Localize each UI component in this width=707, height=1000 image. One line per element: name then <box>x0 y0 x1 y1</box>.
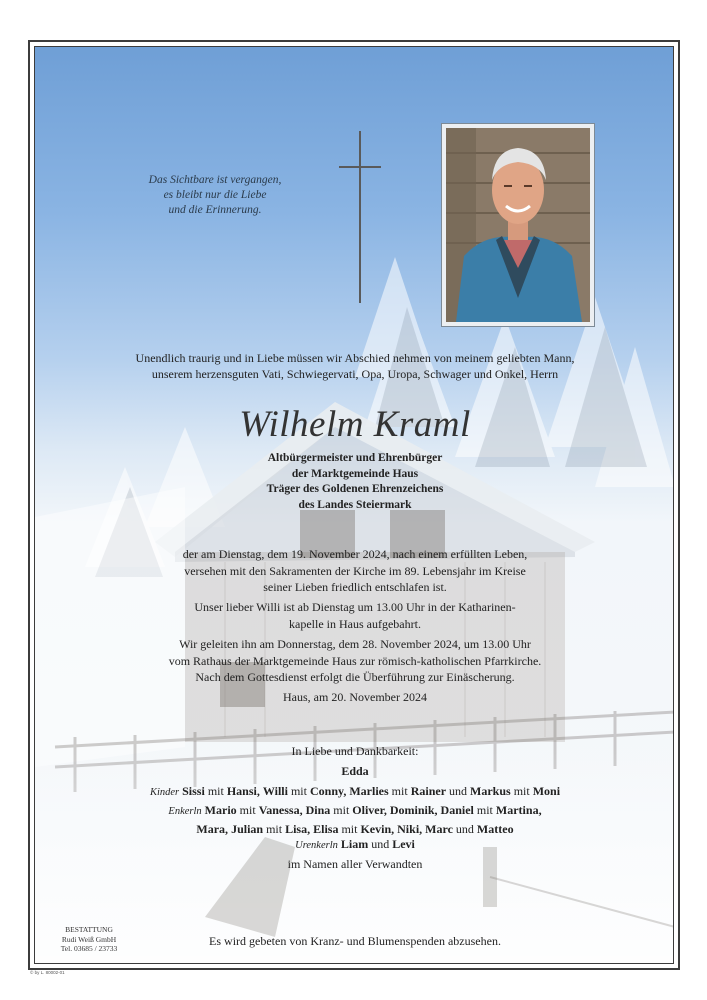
portrait-photo <box>446 128 590 322</box>
family-name: Elisa <box>313 821 339 836</box>
quote-line: und die Erinnerung. <box>168 204 262 216</box>
thanks-line: In Liebe und Dankbarkeit: <box>291 744 419 758</box>
title-line: des Landes Steiermark <box>298 498 412 511</box>
funeral-home-line: BESTATTUNG <box>65 925 113 934</box>
paragraph-line: vom Rathaus der Marktgemeinde Haus zur römisch-katholischen Pfarrkirche. <box>168 653 542 668</box>
quote-line: Das Sichtbare ist vergangen, <box>148 174 282 186</box>
quote-line: es bleibt nur die Liebe <box>163 189 267 201</box>
connector-word: mit <box>239 803 256 817</box>
family-name: Sissi <box>182 784 205 798</box>
deceased-name: Wilhelm Kraml <box>239 404 471 445</box>
paragraph-line: der am Dienstag, dem 19. November 2024, nach einem erfüllten Leben, <box>182 547 528 561</box>
family-name: Conny, <box>309 784 347 798</box>
great-grandchildren-line <box>95 836 615 855</box>
family-name: Marlies <box>349 784 389 798</box>
honorary-titles <box>155 451 555 513</box>
paragraph-line: Unser lieber Willi ist ab Dienstag um 13.00 Uhr in der Katharinen- <box>194 600 516 614</box>
family-name: Dominik, <box>389 803 438 817</box>
family-name: Kevin, <box>360 821 395 836</box>
great-grandchildren-label: Urenkerln <box>295 840 338 851</box>
family-name: Oliver, <box>352 803 387 817</box>
cross-icon-bar <box>339 166 381 168</box>
paragraph-line: versehen mit den Sakramenten der Kirche im 89. Lebensjahr im Kreise <box>184 563 526 578</box>
copyright-note: © by L. 80002-01 <box>30 970 65 975</box>
viewing-paragraph <box>115 599 595 632</box>
parte-frame <box>28 40 680 970</box>
intro-line: unserem herzensguten Vati, Schwiegervati, Opa, Uropa, Schwager und Onkel, Herrn <box>151 367 559 381</box>
family-name: Moni <box>532 784 561 798</box>
funeral-home-line: Rudi Weiß GmbH <box>61 934 117 944</box>
intro-line: Unendlich traurig und in Liebe müssen wir Abschied nehmen von meinem geliebten Mann, <box>135 351 575 365</box>
place-date: Haus, am 20. November 2024 <box>283 690 427 704</box>
title-line: Träger des Goldenen Ehrenzeichens <box>266 483 444 495</box>
intro-text <box>75 350 635 382</box>
spouse-name: Edda <box>341 764 369 778</box>
cross-icon <box>359 131 361 303</box>
family-name: Daniel <box>440 803 474 817</box>
grandchildren-line <box>95 802 615 821</box>
family-name: Niki, <box>397 821 423 836</box>
portrait-photo-frame <box>441 123 595 327</box>
connector-word: mit <box>207 784 224 798</box>
family-name: Mara, <box>196 821 229 836</box>
paragraph-line: Nach dem Gottesdienst erfolgt die Überführung zur Einäscherung. <box>195 670 515 685</box>
flower-note: Es wird gebeten von Kranz- und Blumenspenden abzusehen. <box>209 934 501 948</box>
parte-inner-frame <box>34 46 674 964</box>
family-name: Dina <box>305 803 331 817</box>
paragraph-line: seiner Lieben friedlich entschlafen ist. <box>263 580 447 595</box>
family-name: Matteo <box>476 821 514 836</box>
family-name: Willi <box>262 784 288 798</box>
relatives-closing: im Namen aller Verwandten <box>287 857 423 871</box>
paragraph-line: Wir geleiten ihn am Donnerstag, dem 28. November 2024, um 13.00 Uhr <box>179 637 531 651</box>
family-name: Martina, <box>495 803 542 817</box>
connector-word: und <box>371 837 390 851</box>
funeral-paragraph <box>115 636 595 686</box>
connector-word: mit <box>266 821 283 836</box>
funeral-home-info <box>49 925 129 954</box>
title-line: Altbürgermeister und Ehrenbürger <box>267 452 443 464</box>
connector-word: und <box>455 821 474 836</box>
children-label: Kinder <box>149 787 180 798</box>
family-name: Markus <box>470 784 511 798</box>
title-line: der Marktgemeinde Haus <box>291 467 419 480</box>
family-name: Hansi, <box>226 784 260 798</box>
family-name: Marc <box>425 821 453 836</box>
grandchildren-label: Enkerln <box>168 806 202 817</box>
family-name: Liam <box>340 837 369 851</box>
connector-word: mit <box>333 803 350 817</box>
connector-word: mit <box>513 784 530 798</box>
connector-word: mit <box>391 784 408 798</box>
paragraph-line: kapelle in Haus aufgebahrt. <box>289 616 421 631</box>
memorial-quote <box>130 173 300 218</box>
grandchildren-lines <box>95 802 615 838</box>
family-name: Levi <box>392 837 415 851</box>
death-paragraph <box>115 546 595 596</box>
family-name: Vanessa, <box>258 803 303 817</box>
connector-word: mit <box>290 784 307 798</box>
family-name: Mario <box>204 803 237 817</box>
connector-word: und <box>449 784 468 798</box>
family-name: Rainer <box>410 784 447 798</box>
family-name: Lisa, <box>285 821 311 836</box>
connector-word: mit <box>476 803 493 817</box>
funeral-home-line: Tel. 03685 / 23733 <box>60 944 118 953</box>
connector-word: mit <box>341 821 358 836</box>
family-name: Julian <box>231 821 264 836</box>
parte-content <box>35 47 674 964</box>
children-line <box>95 783 615 802</box>
